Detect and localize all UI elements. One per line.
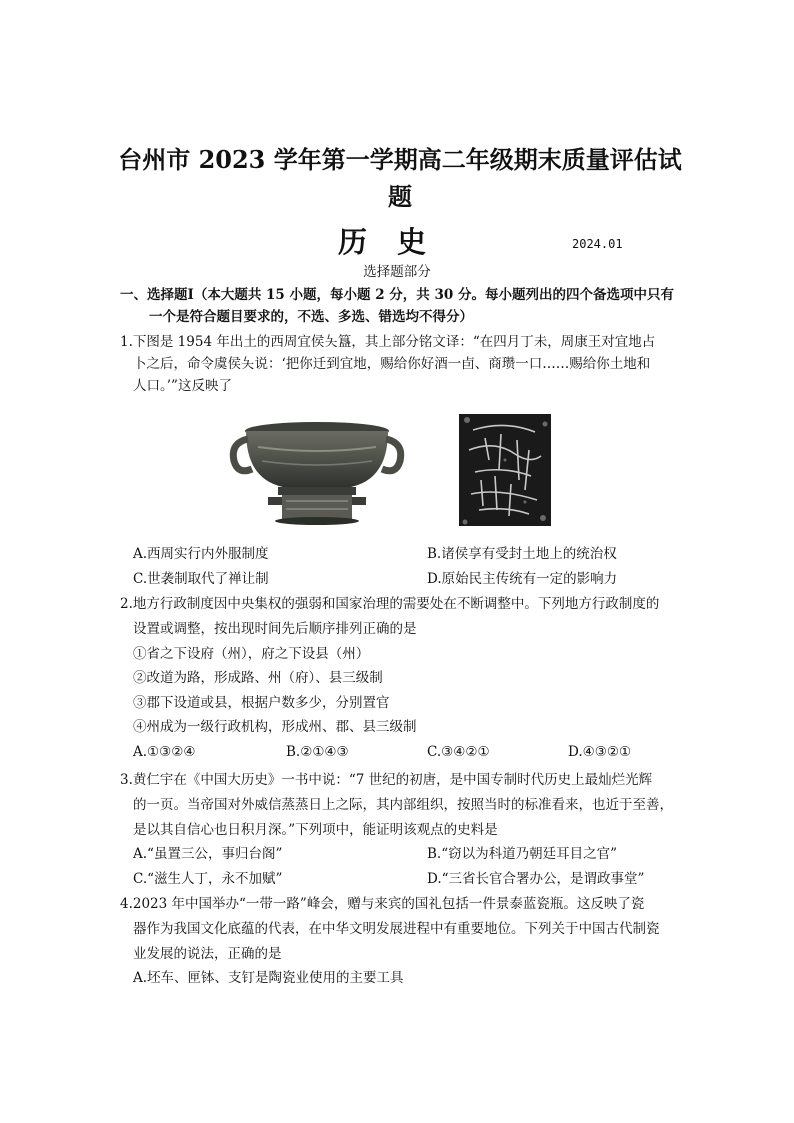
- q1-stem-line1: 1.下图是 1954 年出土的西周宜侯夨簋，其上部分铭文译：“在四月丁未，周康王对宜地占: [120, 334, 656, 350]
- q4-stem-line3: 业发展的说法，正确的是: [133, 946, 282, 962]
- q3-option-d: D.“三省长官合署办公，是谓政事堂”: [427, 871, 645, 887]
- q3-stem-line1: 3.黄仁宇在《中国大历史》一书中说：“7 世纪的初唐，是中国专制时代历史上最灿烂光辉: [120, 772, 653, 788]
- section-instructions-line1: 一、选择题Ⅰ（本大题共 15 小题，每小题 2 分，共 30 分。每小题列出的四个备选项中只有: [120, 287, 674, 303]
- q2-option-b: B.②①④③: [286, 744, 349, 760]
- q2-option-a: A.①③②④: [133, 744, 196, 760]
- q1-option-c: C.世袭制取代了禅让制: [133, 571, 269, 587]
- inscription-rubbing-image: [455, 410, 555, 530]
- q2-item-2: ②改道为路，形成路、州（府）、县三级制: [133, 670, 383, 686]
- q3-option-c: C.“滋生人丁，永不加赋”: [133, 871, 283, 887]
- section-instructions-line2: 一个是符合题目要求的，不选、多选、错选均不得分）: [149, 309, 473, 325]
- subject-heading: 历史: [337, 225, 456, 259]
- q3-option-b: B.“窃以为科道乃朝廷耳目之官”: [427, 846, 618, 862]
- exam-title-line1: 台州市 2023 学年第一学期高二年级期末质量评估试: [118, 145, 682, 174]
- q4-stem-line1: 4.2023 年中国举办“一带一路”峰会，赠与来宾的国礼包括一件景泰蓝瓷瓶。这反映了瓷: [120, 896, 645, 912]
- q1-stem-line2: 卜之后，命令虞侯夨说：‘把你迁到宜地，赐给你好酒一卣、商瓒一口……赐给你土地和: [133, 356, 651, 372]
- exam-title-line2: 题: [388, 182, 412, 211]
- q1-option-a: A.西周实行内外服制度: [133, 546, 269, 562]
- q3-stem-line3: 是以其自信心也日积月深。”下列项中，能证明该观点的史料是: [133, 822, 498, 838]
- q2-item-3: ③郡下设道或县，根据户数多少，分别置官: [133, 695, 390, 711]
- q1-option-d: D.原始民主传统有一定的影响力: [427, 571, 618, 587]
- q3-option-a: A.“虽置三公，事归台阁”: [133, 846, 283, 862]
- q3-stem-line2: 的一页。当帝国对外威信蒸蒸日上之际，其内部组织，按照当时的标准看来，也近于至善，: [133, 797, 673, 813]
- q1-option-b: B.诸侯享有受封土地上的统治权: [427, 546, 617, 562]
- q4-stem-line2: 器作为我国文化底蕴的代表，在中华文明发展进程中有重要地位。下列关于中国古代制瓷: [133, 921, 660, 937]
- q2-stem-line2: 设置或调整，按出现时间先后顺序排列正确的是: [133, 621, 417, 637]
- part-heading: 选择题部分: [363, 264, 431, 280]
- q1-stem-line3: 人口。’”这反映了: [133, 378, 232, 394]
- q2-stem-line1: 2.地方行政制度因中央集权的强弱和国家治理的需要处在不断调整中。下列地方行政制度的: [120, 596, 660, 612]
- q4-option-a: A.坯车、匣钵、支钉是陶瓷业使用的主要工具: [133, 970, 404, 986]
- q2-option-c: C.③④②①: [427, 744, 490, 760]
- exam-date: 2024.01: [572, 237, 623, 251]
- q2-item-4: ④州成为一级行政机构，形成州、郡、县三级制: [133, 719, 417, 735]
- q2-option-d: D.④③②①: [568, 744, 632, 760]
- q2-item-1: ①省之下设府（州），府之下设县（州）: [133, 646, 370, 662]
- bronze-gui-vessel-image: [228, 417, 406, 527]
